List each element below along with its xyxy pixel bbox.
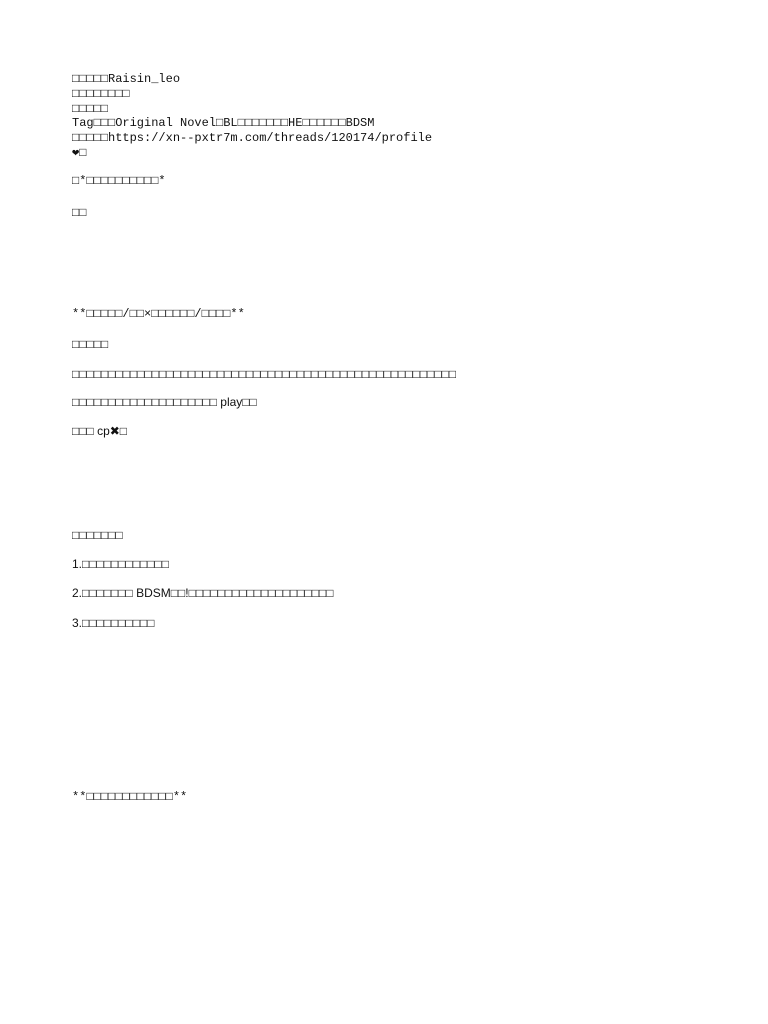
author-line: □□□□□Raisin_leo: [72, 72, 181, 86]
notes-item-1: 1.□□□□□□□□□□□□: [72, 557, 169, 571]
warning-line-3: □□□ cp✖□: [72, 424, 128, 438]
warning-subheading: □□□□□: [72, 337, 109, 351]
header-line-2: □□□□□□□□: [72, 87, 130, 101]
header-line-3: □□□□□: [72, 102, 109, 116]
notes-item-3: 3.□□□□□□□□□□: [72, 616, 155, 630]
profile-link[interactable]: □□□□□https://xn--pxtr7m.com/threads/120174/profile: [72, 131, 433, 145]
intro-quote: □*□□□□□□□□□□*: [72, 174, 166, 188]
intro-mark: □□: [72, 206, 87, 220]
footer-heading: **□□□□□□□□□□□□**: [72, 790, 188, 804]
warning-line-2: □□□□□□□□□□□□□□□□□□□□ play□□: [72, 395, 257, 409]
heart-line: ❤□: [72, 146, 87, 160]
notes-heading: □□□□□□□: [72, 528, 123, 542]
tag-line: Tag□□□Original Novel□BL□□□□□□□HE□□□□□□BDSM: [72, 116, 375, 130]
warning-line-1: □□□□□□□□□□□□□□□□□□□□□□□□□□□□□□□□□□□□□□□□□□□□□□□□□□□□□: [72, 367, 457, 381]
notes-item-2: 2.□□□□□□□ BDSM□□!□□□□□□□□□□□□□□□□□□□□: [72, 586, 334, 600]
warning-heading: **□□□□□/□□×□□□□□□/□□□□**: [72, 307, 245, 321]
